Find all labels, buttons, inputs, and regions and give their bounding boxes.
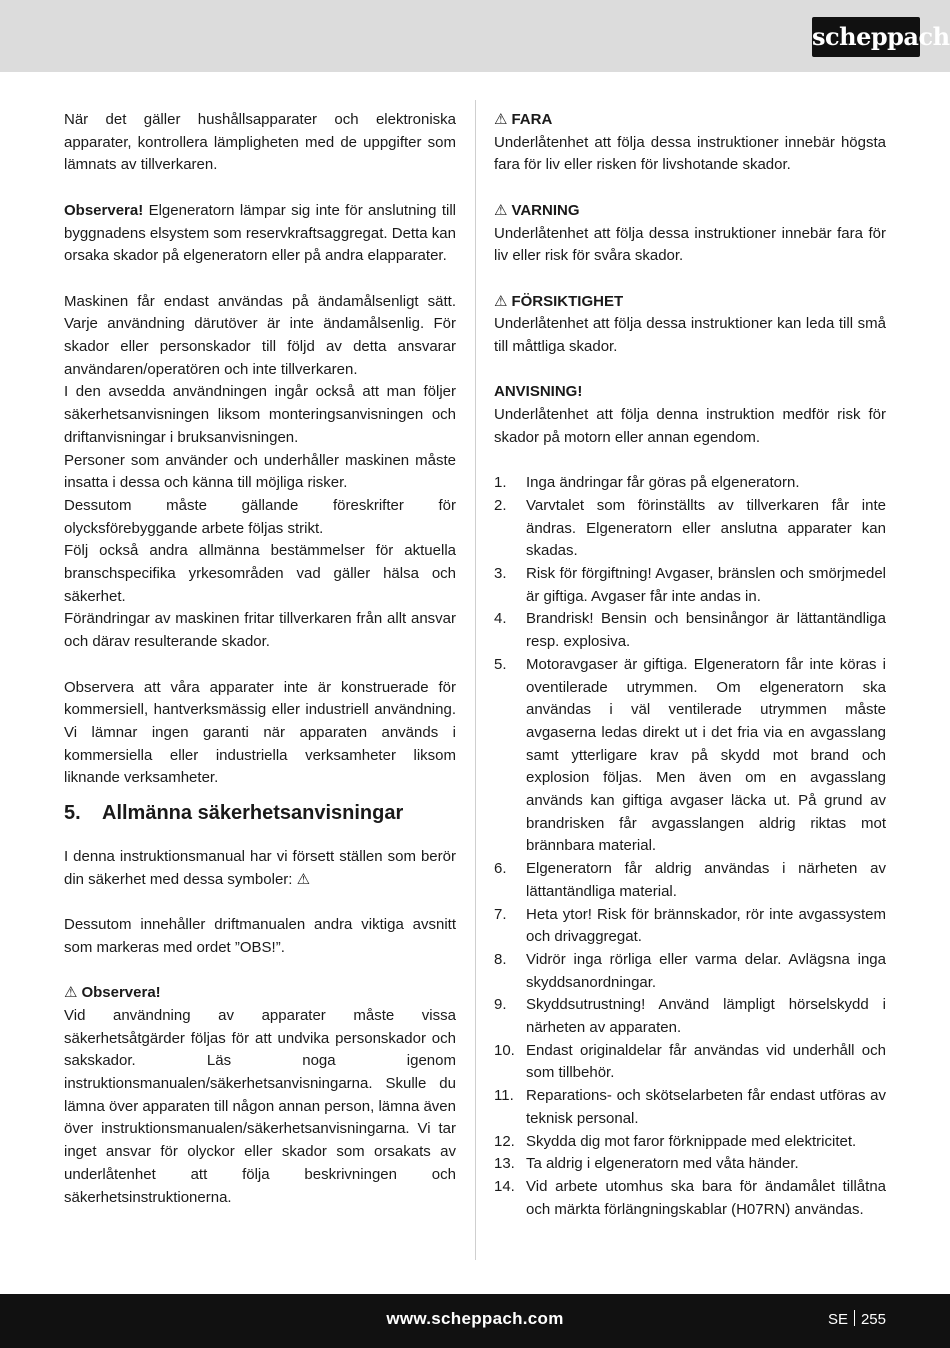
list-item: 10. Endast originaldelar får användas vid underhåll och som tillbehör.	[494, 1041, 886, 1082]
anvisning-text: Underlåtenhet att följa denna instruktion medför risk för skador på motorn eller annan egendom.	[494, 406, 886, 446]
generator-observe-paragraph	[64, 200, 456, 268]
fara-text: Underlåtenhet att följa dessa instruktioner innebär högsta fara för liv eller risken för livshotande skador.	[494, 133, 886, 174]
section-heading	[64, 800, 456, 826]
list-item: 9. Skyddsutrustning! Använd lämpligt hörselskydd i närheten av apparaten.	[494, 996, 886, 1037]
anvisning-heading: ANVISNING!	[494, 383, 583, 401]
intended-use-line: Följ också andra allmänna bestämmelser för aktuella branschspecifika yrkesområden vad gäller hälsa och säkerhet.	[64, 542, 456, 605]
intended-use-line: I den avsedda användningen ingår också att man följer säkerhetsanvisningen liksom monteringsanvisningen och driftanvisningar i bruksanvisningen.	[64, 383, 456, 446]
page-number: 255	[860, 1311, 886, 1328]
list-item: 8. Vidrör inga rörliga eller varma delar. Avlägsna inga skyddsanordningar.	[494, 950, 886, 991]
list-item: 3. Risk för förgiftning! Avgaser, bränslen och smörjmedel är giftiga. Avgaser får inte andas in.	[494, 565, 886, 605]
list-item: 5. Motoravgaser är giftiga. Elgeneratorn får inte köras i oventilerade utrymmen. Om elgeneratorn ska användas i väl ventilerade utrymmen måste avgaserna ledas direkt ut i det fria via en avgasslang samt ytterligare krav på skydd mot brand och explosion följas. Men även om en avgasslang används kan giftiga avgaser läcka ut. På grund av brandrisken får avgasslangen aldrig riktas mot brännbara material.	[494, 655, 886, 855]
intended-use-line: Dessutom måste gällande föreskrifter för olycksförebyggande arbete följas strikt.	[64, 496, 456, 537]
forsiktighet-heading: ⚠ FÖRSIKTIGHET	[494, 292, 624, 310]
observe-label: Observera!	[64, 201, 144, 219]
column-divider	[475, 100, 476, 1260]
warning-triangle-icon: ⚠	[494, 111, 508, 128]
left-column	[64, 109, 456, 1209]
varning-heading: ⚠ VARNING	[494, 201, 580, 219]
website-link[interactable]: www.scheppach.com	[386, 1309, 564, 1328]
list-item: 2. Varvtalet som förinställts av tillverkaren får inte ändras. Elgeneratorn eller anslutna apparater kan skadas.	[494, 496, 886, 560]
symbols-paragraph: I denna instruktionsmanual har vi försett ställen som berör din säkerhet med dessa symboler: ⚠	[64, 848, 456, 888]
obs-word-paragraph: Dessutom innehåller driftmanualen andra viktiga avsnitt som markeras med ordet ”OBS!”.	[64, 916, 456, 956]
observe-text: Elgeneratorn lämpar sig inte för anslutning till byggnadens elsystem som reservkraftsaggregat. Detta kan orsaka skador på elgeneratorn eller på andra elapparater.	[64, 201, 456, 265]
list-item: 13. Ta aldrig i elgeneratorn med våta händer.	[494, 1155, 799, 1173]
list-item: 11. Reparations- och skötselarbeten får endast utföras av teknisk personal.	[494, 1087, 886, 1127]
section-title: Allmänna säkerhetsanvisningar	[102, 802, 404, 825]
list-item: 4. Brandrisk! Bensin och bensinångor är lättantändliga resp. explosiva.	[494, 610, 886, 651]
safety-list	[494, 472, 886, 1221]
list-item: 14. Vid arbete utomhus ska bara för ändamålet tillåtna och märkta förlängningskablar (H07RN) användas.	[494, 1177, 886, 1218]
forsiktighet-text: Underlåtenhet att följa dessa instruktioner kan leda till små till måttliga skador.	[494, 315, 886, 355]
commercial-use-paragraph: Observera att våra apparater inte är konstruerade för kommersiell, hantverksmässig eller industriell användning. Vi lämnar ingen garanti när apparaten används i kommersiella eller industriella verksamheter liksom liknande verksamheter.	[64, 678, 456, 787]
list-item: 1. Inga ändringar får göras på elgeneratorn.	[494, 474, 800, 492]
intended-use-line: Maskinen får endast användas på ändamålsenligt sätt. Varje användning därutöver är inte ändamålsenlig. För skador eller personskador till följd av detta ansvarar användaren/operatören och inte tillverkaren.	[64, 292, 456, 378]
page-separator	[854, 1310, 855, 1326]
list-item: 6. Elgeneratorn får aldrig användas i närheten av lättantändliga material.	[494, 860, 886, 900]
observe-heading: ⚠ Observera!	[64, 984, 161, 1002]
warning-triangle-icon: ⚠	[494, 292, 508, 310]
warning-triangle-icon: ⚠	[494, 201, 508, 219]
intended-use-block	[64, 291, 456, 654]
warning-triangle-icon: ⚠	[64, 984, 78, 1002]
list-item: 7. Heta ytor! Risk för brännskador, rör inte avgassystem och drivaggregat.	[494, 905, 886, 946]
header-band	[0, 0, 950, 72]
intended-use-line: Förändringar av maskinen fritar tillverkaren från allt ansvar och därav resulterande skador.	[64, 610, 456, 651]
page-indicator	[828, 1310, 886, 1328]
intended-use-line: Personer som använder och underhåller maskinen måste insatta i dessa och känna till möjliga risker.	[64, 451, 456, 492]
right-column	[494, 109, 886, 1221]
fara-heading: ⚠ FARA	[494, 111, 553, 128]
varning-text: Underlåtenhet att följa dessa instruktioner innebär fara för liv eller risk för svåra skador.	[494, 224, 886, 265]
appliance-note: När det gäller hushållsapparater och elektroniska apparater, kontrollera lämpligheten med de uppgifter som lämnats av tillverkaren.	[64, 111, 456, 174]
list-item: 12. Skydda dig mot faror förknippade med elektricitet.	[494, 1132, 857, 1150]
footer-bar	[0, 1294, 950, 1348]
brand-logo: scheppach	[812, 17, 920, 57]
section-number: 5.	[64, 802, 81, 825]
language-code: SE	[827, 1311, 848, 1328]
observe-body: Vid användning av apparater måste vissa säkerhetsåtgärder följas för att undvika personskador och sakskador. Läs noga igenom instruktionsmanualen/säkerhetsanvisningarna. Skulle du lämna över apparaten till någon annan person, lämna även över instruktionsmanualen/säkerhetsanvisningarna. Vi tar inget ansvar för olyckor eller skador som orsakats av underlåtenhet att följa beskrivningen och säkerhetsinstruktionerna.	[64, 1006, 456, 1206]
